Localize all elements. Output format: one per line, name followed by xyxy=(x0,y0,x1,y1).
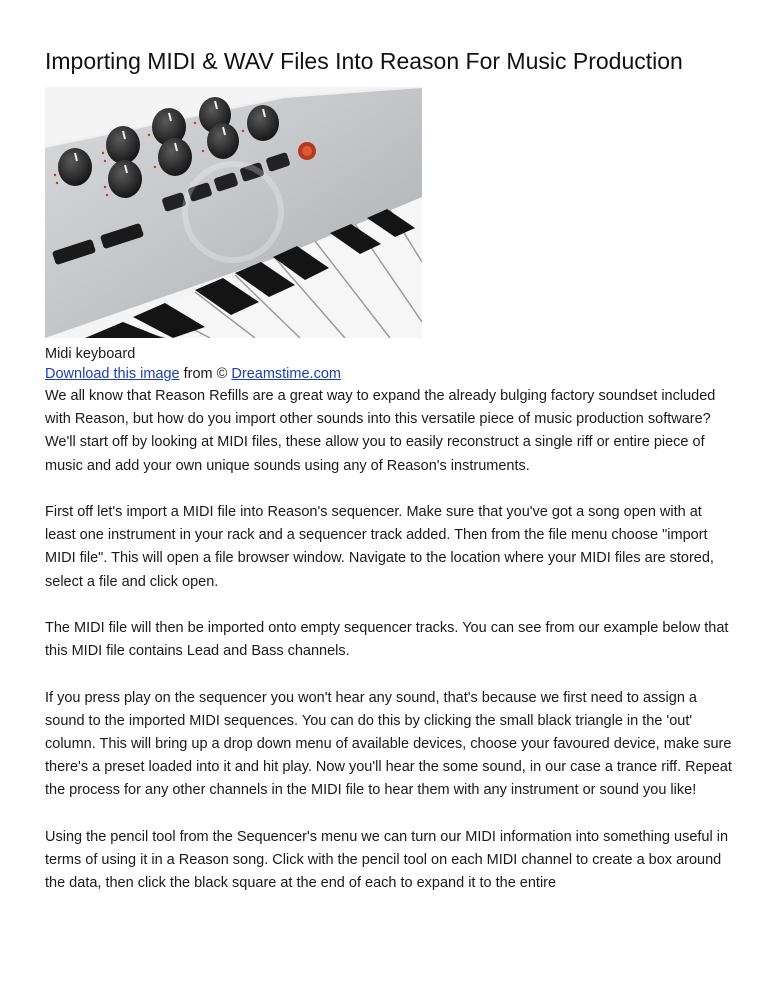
image-caption-block xyxy=(45,344,341,384)
paragraph-4: If you press play on the sequencer you won't hear any sound, that's because we first need to assign a sound to the imported MIDI sequences. You can do this by clicking the small black triangle in the 'out' column. This will bring up a drop down menu of available devices, choose your favoured device, make sure there's a preset loaded into it and hit play. Now you'll hear the some sound, in our case a trance riff. Repeat the process for any other channels in the MIDI file to hear them with any instrument or sound you like! xyxy=(45,689,732,799)
page-title: Importing MIDI & WAV Files Into Reason For Music Production xyxy=(45,48,683,74)
midi-keyboard-image xyxy=(45,87,422,338)
download-image-link[interactable]: Download this image xyxy=(45,366,180,382)
paragraph-2: First off let's import a MIDI file into Reason's sequencer. Make sure that you've got a song open with at least one instrument in your rack and a sequencer track added. Then from the file menu choose "import MIDI file". This will open a file browser window. Navigate to the location where your MIDI files are stored, select a file and click open. xyxy=(45,504,714,590)
dreamstime-link[interactable]: Dreamstime.com xyxy=(231,366,341,382)
image-caption: Midi keyboard xyxy=(45,346,136,362)
image-credit-line xyxy=(45,364,341,384)
article-body xyxy=(45,385,735,895)
paragraph-1: We all know that Reason Refills are a great way to expand the already bulging factory soundset included with Reason, but how do you import other sounds into this versatile piece of music production software? We'll start off by looking at MIDI files, these allow you to easily reconstruct a single riff or entire piece of music and add your own unique sounds using any of Reason's instruments. xyxy=(45,388,716,474)
paragraph-5: Using the pencil tool from the Sequencer's menu we can turn our MIDI information into something useful in terms of using it in a Reason song. Click with the pencil tool on each MIDI channel to create a box around the data, then click the black square at the end of each to expand it to the entire xyxy=(45,828,729,892)
paragraph-3: The MIDI file will then be imported onto empty sequencer tracks. You can see from our example below that this MIDI file contains Lead and Bass channels. xyxy=(45,620,729,660)
credit-prefix: from © xyxy=(183,366,228,382)
